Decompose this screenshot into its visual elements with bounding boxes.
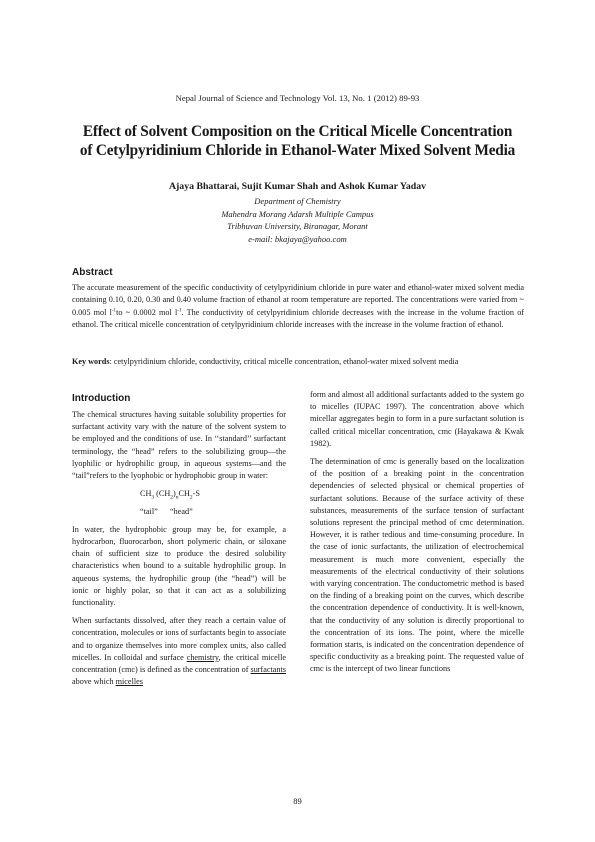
author-email: e-mail: bkajaya@yahoo.com [248,233,347,244]
affiliation-campus: Mahendra Morang Adarsh Multiple Campus [221,208,374,219]
intro-paragraph-1: The chemical structures having suitable solubility properties for surfactant activity vary with the nature of the solvent system to be employed and the conditions of use. In ‘‘standard’’ surfactant terminology, the “head” refers to the solubilizing group—the lyophilic or hydrophilic group, in aqueous systems—and the “tail”refers to the lyophobic or hydrophobic group in water: [72,410,286,481]
author-list: Ajaya Bhattarai, Sujit Kumar Shah and Ashok Kumar Yadav [168,181,427,192]
abstract-text: The accurate measurement of the specific conductivity of cetylpyridinium chloride in pure water and ethanol-water mixed solvent media containing 0.10, 0.20, 0.30 and 0.40 volume fraction of ethanol at room temperature are reported. The concentrations were varied from ~ 0.005 mol $l^{-1}to$ ~ 0.0002 mol $l^{-1}$. The conductivity of cetylpyridinium chloride decreases with the increase in the volume fraction of ethanol. The critical micelle concentration of cetylpyridinium chloride increases with the increase in the volume fraction of ethanol. [72,283,525,330]
intro-paragraph-3: When surfactants dissolved, after they reach a certain value of concentration, molecules or ions of surfactants begin to associate and to organize themselves into more complex units, also called micelles. In colloidal and surface chemistry, the critical micelle concentration (cmc) is defined as the concentration of surfactants above which micelles [72,616,286,687]
keywords-label: Key words [72,357,110,366]
surfactant-formula: $CH_3$ $(CH_2)_nCH_2-S$ [140,489,200,501]
link-micelles[interactable]: micelles [115,677,143,687]
intro-paragraph-2: In water, the hydrophobic group may be, for example, a hydrocarbon, fluorocarbon, short polymeric chain, or siloxane chain of sufficient size to produce the desired solubility characteristics when bound to a suitable hydrophilic group. In aqueous systems, the hydrophilic group (the “head”) will be ionic or highly polar, so that it can act as a solubilizing functionality. [72,524,286,608]
page-number: 89 [293,796,302,806]
affiliation-university: Tribhuvan University, Biranagar, Morant [227,221,368,232]
abstract-heading: Abstract [72,267,113,278]
affiliation-department: Department of Chemistry [254,196,341,206]
link-surfactants[interactable]: surfactants [250,665,286,675]
title-line-1: Effect of Solvent Composition on the Critical Micelle Concentration [82,123,513,140]
affiliation [0,195,595,245]
title-line-2: of Cetylpyridinium Chloride in Ethanol-Water Mixed Solvent Media [79,142,516,159]
left-column [72,409,286,695]
link-chemistry[interactable]: chemistry [186,652,219,662]
introduction-heading: Introduction [72,393,131,404]
intro-paragraph-5: The determination of cmc is generally based on the localization of the position of a breaking point in the concentration dependencies of selected physical or chemical properties of surfactant solutions. Because of the surface activity of these substances, measurements of the surface tension of surfactant solutions represent the principal method of cmc determination. However, it is rather tedious and time-consuming procedure. In the case of ionic surfactants, the utilization of electrochemical measurement is much more convenient, especially the measurements of the electrical conductivity of their solutions with varying concentration. The conductometric method is based on the finding of a breaking point on the curves, which describe the concentration dependence of conductivity. It is well-known, that the conductivity of any solution is directly proportional to the concentration of its ions. The point, where the micelle formation starts, is indicated on the concentration dependence of specific conductivity as a breaking point. The requested value of cmc is the intercept of two linear functions [310,457,524,674]
paper-title [40,122,555,160]
journal-header: Nepal Journal of Science and Technology Vol. 13, No. 1 (2012) 89-93 [175,93,420,103]
formula-labels: “tail” “head” [140,506,193,516]
intro-paragraph-4: form and almost all additional surfactants added to the system go to micelles (IUPAC 1997). The concentration above which micellar aggregates begin to form in a pure surfactant solution is called critical micellar concentration, cmc (Hayakawa & Kwak 1982). [310,390,524,448]
right-column [310,389,524,682]
keywords [72,357,532,366]
keywords-text: : cetylpyridinium chloride, conductivity, critical micelle concentration, ethanol-water mixed solvent media [109,357,459,366]
